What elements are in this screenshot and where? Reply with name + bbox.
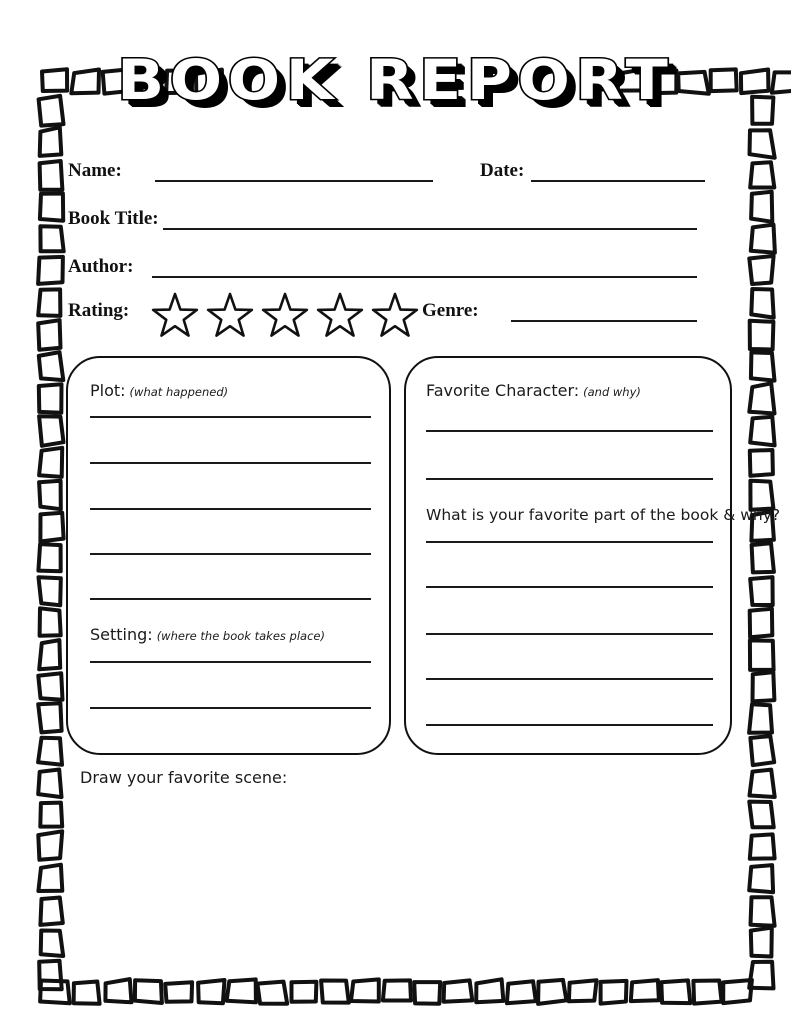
border-square xyxy=(165,982,192,1002)
border-square xyxy=(753,672,775,701)
setting-heading xyxy=(90,625,325,644)
border-square xyxy=(38,544,60,571)
border-square xyxy=(749,704,772,733)
book-title-label: Book Title: xyxy=(68,208,159,229)
border-square xyxy=(198,980,224,1003)
plot-line[interactable] xyxy=(90,508,371,510)
name-input-rule[interactable] xyxy=(155,180,433,182)
star-icon[interactable] xyxy=(150,292,200,342)
border-square xyxy=(693,981,721,1004)
border-square xyxy=(444,980,473,1001)
plot-hint: (what happened) xyxy=(129,385,229,399)
border-square xyxy=(39,384,62,413)
author-input-rule[interactable] xyxy=(152,276,697,278)
border-square xyxy=(752,543,774,572)
border-square xyxy=(507,981,536,1003)
border-square xyxy=(750,640,774,670)
setting-hint: (where the book takes place) xyxy=(156,629,325,643)
plot-label: Plot: xyxy=(90,381,126,400)
page-title: BOOK REPORT xyxy=(117,48,674,112)
border-square xyxy=(476,979,503,1002)
date-label: Date: xyxy=(480,160,525,181)
favorite-part-question: What is your favorite part of the book & why? xyxy=(426,506,781,524)
favorite-part-line[interactable] xyxy=(426,678,713,680)
border-square xyxy=(40,161,63,190)
page-title-wrap xyxy=(0,48,791,112)
setting-label: Setting: xyxy=(90,625,153,644)
border-square xyxy=(40,898,62,925)
border-square xyxy=(751,225,775,253)
border-square xyxy=(38,257,63,284)
plot-heading xyxy=(90,381,228,400)
border-square xyxy=(750,577,773,605)
name-label: Name: xyxy=(68,160,122,181)
genre-label: Genre: xyxy=(422,300,479,321)
favorite-character-line[interactable] xyxy=(426,430,713,432)
favorite-character-line[interactable] xyxy=(426,478,713,480)
star-icon[interactable] xyxy=(370,292,420,342)
border-square xyxy=(39,577,61,605)
border-square xyxy=(750,834,775,858)
border-square xyxy=(38,673,62,699)
border-square xyxy=(227,979,256,1002)
border-square xyxy=(257,982,287,1004)
border-square xyxy=(38,738,62,765)
book-title-input-rule[interactable] xyxy=(163,228,697,230)
border-square xyxy=(39,352,64,380)
border-square xyxy=(40,803,62,827)
favorite-character-heading xyxy=(426,381,641,400)
border-square xyxy=(39,481,61,509)
border-square xyxy=(750,417,774,446)
border-square xyxy=(40,513,63,542)
border-square xyxy=(383,980,411,1000)
border-square xyxy=(749,802,773,828)
setting-line[interactable] xyxy=(90,661,371,663)
star-icon[interactable] xyxy=(315,292,365,342)
border-square xyxy=(351,979,379,1001)
border-square xyxy=(38,703,61,732)
border-square xyxy=(135,980,162,1003)
author-label: Author: xyxy=(68,256,134,277)
favorite-part-line[interactable] xyxy=(426,586,713,588)
border-square xyxy=(750,321,774,350)
border-square xyxy=(750,770,775,797)
left-panel xyxy=(66,356,391,755)
favorite-character-hint: (and why) xyxy=(583,385,641,399)
border-square xyxy=(40,608,61,635)
border-square xyxy=(38,289,60,316)
border-square xyxy=(631,980,659,1001)
border-square xyxy=(39,961,62,990)
border-square xyxy=(39,640,60,669)
border-square xyxy=(38,831,62,860)
rating-stars[interactable] xyxy=(150,292,420,342)
rating-label: Rating: xyxy=(68,300,130,321)
border-square xyxy=(39,416,63,446)
border-square xyxy=(38,865,62,891)
border-square xyxy=(751,928,772,957)
border-square xyxy=(40,981,70,1004)
border-square xyxy=(661,980,690,1003)
border-square xyxy=(751,289,773,318)
border-square xyxy=(40,194,63,221)
border-square xyxy=(41,931,64,957)
draw-scene-prompt: Draw your favorite scene: xyxy=(80,768,288,787)
favorite-part-line[interactable] xyxy=(426,541,713,543)
border-square xyxy=(749,383,774,413)
border-square xyxy=(569,980,597,1001)
date-input-rule[interactable] xyxy=(531,180,705,182)
border-square xyxy=(74,982,100,1004)
genre-input-rule[interactable] xyxy=(511,320,697,322)
border-square xyxy=(321,981,349,1003)
favorite-character-label: Favorite Character: xyxy=(426,381,580,400)
star-icon[interactable] xyxy=(260,292,310,342)
setting-line[interactable] xyxy=(90,707,371,709)
border-square xyxy=(751,192,772,222)
plot-line[interactable] xyxy=(90,416,371,418)
border-square xyxy=(38,320,60,350)
favorite-part-line[interactable] xyxy=(426,724,713,726)
plot-line[interactable] xyxy=(90,462,371,464)
star-icon[interactable] xyxy=(205,292,255,342)
border-square xyxy=(292,982,317,1002)
border-square xyxy=(749,256,773,284)
border-square xyxy=(40,226,63,251)
favorite-part-line[interactable] xyxy=(426,633,713,635)
right-panel xyxy=(404,356,781,755)
border-square xyxy=(750,609,773,638)
border-square xyxy=(38,770,61,798)
border-square xyxy=(749,962,773,989)
border-square xyxy=(750,162,774,187)
border-square xyxy=(538,980,566,1004)
border-square xyxy=(601,981,627,1004)
border-square xyxy=(750,736,774,765)
plot-line[interactable] xyxy=(90,553,371,555)
border-square xyxy=(750,130,775,158)
border-square xyxy=(105,979,131,1002)
border-square xyxy=(750,450,773,476)
border-square xyxy=(40,127,62,156)
plot-line[interactable] xyxy=(90,598,371,600)
border-square xyxy=(39,448,62,477)
border-square xyxy=(414,982,440,1004)
border-square xyxy=(751,897,775,926)
border-square xyxy=(749,865,773,892)
border-square xyxy=(751,352,775,380)
border-square xyxy=(723,980,752,1003)
